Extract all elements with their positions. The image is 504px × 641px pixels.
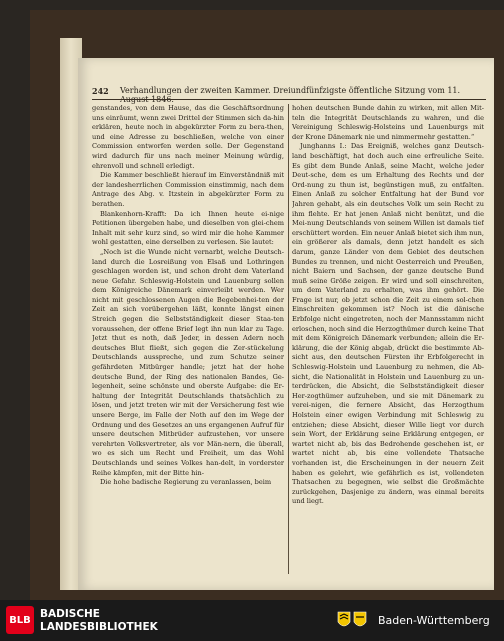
paragraph: hohen deutschen Bunde dahin zu wirken, mit allen Mit-teln die Integrität Deutschlands zu wahren, und die Vereinigung Schleswig-Holsteins und Lauenburgs mit der Krone Dänemark nie und nimmermehr gestatten.“ (292, 104, 484, 141)
page-header (92, 86, 486, 98)
baden-wuerttemberg-label: Baden-Württemberg (378, 614, 490, 627)
blb-logo-icon[interactable]: BLB (6, 606, 34, 634)
paragraph: Die hohe badische Regierung zu veranlassen, beim (100, 478, 272, 487)
paragraph: Junghanns I.: Das Ereigniß, welches ganz Deutsch-land beschäftigt, hat doch auch eine erfreuliche Seite. Es gibt dem Bunde Anlaß, seine Macht, welche jeder Deut-sche, dem es um Erhaltung des Rechts und der Ord-nung zu thun ist, begünstigen muß, zu entfalten. Einen Anlaß zu solcher Entfaltung hat der Bund vor Jahren gehabt, als ein deutsches Volk um sein Recht zu ihm flehte. Er hat jenen Anlaß nicht benützt, und die Mei-nung Deutschlands von seinem Willen ist damals tief erschüttert worden. Ein neuer Anlaß bietet sich ihm nun, ein größerer als damals, denn jetzt handelt es sich darum, ganze Länder von dem Gebiet des deutschen Bundes zu trennen, und nicht Oesterreich und Preußen, nicht Baiern und Sachsen, der ganze deutsche Bund muß seine Größe zeigen. Er wird und soll einschreiten, um dem Vaterland zu erhalten, was ihm gehört. Die Frage ist nur, ob jetzt schon die Zeit zu einem sol-chen Einschreiten gekommen ist? Noch ist die dänische Erbfolge nicht eingetreten, noch der Mannsstamm nicht erloschen, noch sind die Herzogthümer durch keine That mit dem Königreich Dänemark verbunden; allein die Er-klärung, die der König abgab, drückt die bestimmte Ab-sicht aus, den deutschen Fürsten ihr Erbfolgerecht in Schleswig-Holstein und Lauenburg zu nehmen, die Ab-sicht, die Nationalität in Holstein und Lauenburg zu un-terdrücken, die Absicht, die Selbstständigkeit dieser Her-zogthümer aufzuheben, und sie mit Dänemark zu verei-nigen, die fernere Absicht, das Herzogthum Holstein einer ewigen Verbindung mit Schleswig zu entziehen; diese Absicht, dieser Wille liegt vor durch sein Wort, der Erklärung seine Erklärung entgegen, er wartet nicht ab, bis das Bedrohende geschehen ist, er wartet nicht ab, bis eine vollendete Thatsache vorhanden ist, die Erscheinungen in der neuern Zeit haben es gelehrt, wie gefährlich es ist, vollendeten Thatsachen zu begegnen, wie selbst die Großmächte zurückgehen, Dasjenige zu ändern, was einmal bereits und liegt. (292, 142, 484, 506)
column-divider (288, 104, 289, 574)
paragraph: genstandes, von dem Hause, das die Geschäftsordnung uns einräumt, wenn zwei Drittel der Stimmen sich da-hin erklären, heute noch in abgekürzter Form zu bera-then, und eine Adresse zu beschließen, welche von einer Commission entworfen werden solle. Der Gegenstand wird dadurch für uns nach meiner Meinung würdig, ehrenvoll und schnell erledigt. (92, 104, 284, 170)
blb-name[interactable] (40, 608, 158, 633)
header-rule (92, 99, 486, 100)
right-column (292, 104, 484, 574)
blb-line-1: BADISCHE (40, 608, 100, 620)
running-title: Verhandlungen der zweiten Kammer. Dreiundfünfzigste öffentliche Sitzung vom 11. (120, 86, 461, 95)
blb-line-2: LANDESBIBLIOTHEK (40, 620, 158, 633)
baden-wuerttemberg-coat-of-arms-icon (334, 608, 372, 632)
paragraph: Die Kammer beschließt hierauf im Einverständniß mit der landesherrlichen Commission einstimmig, nach dem Antrage des Abg. v. Itzstein in abgekürzter Form zu berathen. (92, 171, 284, 208)
page-number: 242 (92, 86, 109, 96)
paragraph: Blankenhorn-Krafft: Da ich Ihnen heute ei-nige Petitionen übergeben habe, und dieselben von glei-chem Inhalt mit sehr kurz sind, so wird mir die hohe Kammer wohl gestatten, eine derselben zu verlesen. Sie lautet: (92, 209, 284, 247)
paragraph: „Noch ist die Wunde nicht vernarbt, welche Deutsch-land durch die Losreißung von Elsaß und Lothringen geschlagen worden ist, und schon droht dem Vaterland neue Gefahr. Schleswig-Holstein und Lauenburg sollen dem Königreiche Dänemark einverleibt werden. Wer nicht mit geschlossenen Augen die Begebenhei-ten der Zeit an sich vorübergehen läßt, konnte längst einen Streich gegen die Selbstständigkeit dieser Staa-ten voraussehen, der offene Brief legt ihn nun klar zu Tage. Jetzt thut es noth, daß Jeder, in dessen Adern noch deutsches Blut fließt, sich gegen die Zer-stückelung Deutschlands ausspreche, und zum Schutze seiner gefährdeten Mitbürger handle; jetzt hat der hohe deutsche Bund, der Ring des nationalen Bandes, Ge-legenheit, seine schönste und oberste Aufgabe: die Er-haltung der Integrität Deutschlands thatsächlich zu lösen, und jetzt treten wir mit der Versicherung fest wie unsere Berge, im Falle der Noth auf den im Wege der Ordnung und des Gesetzes an uns ergangenen Aufruf für unsere deutschen Mitbrüder aufzustehen, vor unsere verehrten Volksvertreter, als vor Män-nern, die überall, wo es sich um Recht und Freiheit, um das Wohl Deutschlands und seines Volkes han-delt, in vorderster Reihe kämpfen, mit der Bitte hin- (92, 247, 284, 477)
left-column (92, 104, 284, 574)
